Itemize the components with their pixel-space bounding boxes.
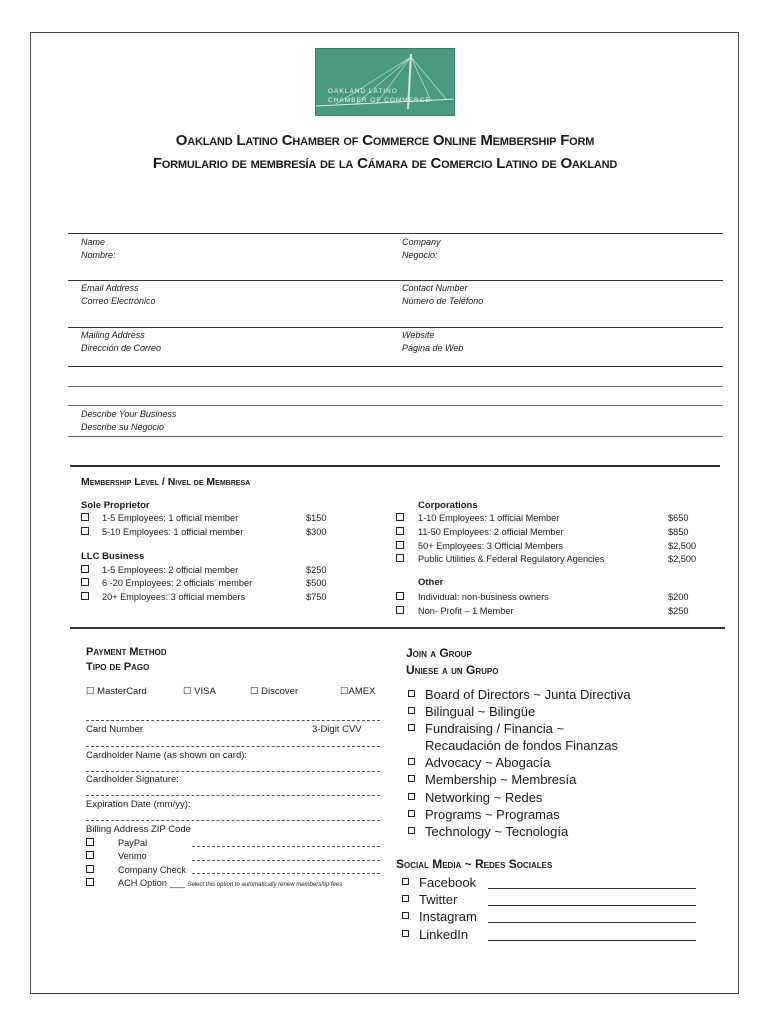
zip-line[interactable]: [86, 820, 380, 821]
mailing-field[interactable]: [81, 329, 161, 355]
join-heading-es: Uniese a un Grupo: [406, 663, 499, 677]
price: $150: [306, 513, 327, 523]
price: $850: [668, 527, 689, 537]
divider: [68, 327, 723, 328]
venmo-option[interactable]: Venmo: [86, 850, 147, 863]
checkbox-icon[interactable]: [81, 565, 89, 573]
form-title-en: Oakland Latino Chamber of Commerce Online Membership Form: [175, 132, 595, 149]
name-label: Name: [81, 237, 106, 247]
membership-option[interactable]: 1-10 Employees: 1 official Member: [396, 512, 559, 525]
company-label-es: Negocio:: [402, 250, 438, 260]
checkbox-icon[interactable]: [408, 690, 415, 697]
zip-label: Billing Address ZIP Code: [86, 824, 191, 835]
membership-option[interactable]: 5-10 Employees: 1 official member: [81, 526, 243, 539]
ach-note: Select this option to automatically renew membership fees: [187, 882, 343, 888]
divider: [68, 233, 723, 234]
mailing-line[interactable]: [68, 386, 723, 387]
membership-option[interactable]: 6 -20 Employees: 2 officials' member: [81, 577, 252, 590]
checkbox-icon[interactable]: [408, 775, 415, 782]
checkbox-icon[interactable]: [402, 878, 409, 885]
bridge-icon: [316, 49, 455, 116]
email-label: Email Address: [81, 283, 139, 293]
payment-heading: Payment Method: [86, 646, 167, 658]
membership-heading: Membership Level / Nivel de Membresa: [81, 476, 251, 488]
membership-option[interactable]: 1-5 Employees: 1 official member: [81, 512, 238, 525]
checkbox-icon[interactable]: [408, 793, 415, 800]
membership-option[interactable]: 1-5 Employees: 2 official member: [81, 564, 238, 577]
membership-option[interactable]: Individual: non-business owners: [396, 591, 549, 604]
divider: [68, 436, 723, 437]
membership-option[interactable]: Non- Profit – 1 Member: [396, 605, 513, 618]
sole-heading: Sole Proprietor: [81, 500, 150, 511]
cvv-label: 3-Digit CVV: [312, 724, 362, 735]
check-line[interactable]: [192, 873, 380, 874]
expiration-line[interactable]: [86, 795, 380, 796]
corp-heading: Corporations: [418, 500, 478, 511]
join-fundraising-es: Recaudación de fondos Finanzas: [425, 738, 618, 753]
checkbox-icon[interactable]: [396, 554, 404, 562]
join-board[interactable]: Board of Directors ~ Junta Directiva: [408, 686, 631, 703]
checkbox-icon[interactable]: [408, 827, 415, 834]
join-technology[interactable]: Technology ~ Tecnología: [408, 823, 568, 840]
cardholder-name-line[interactable]: [86, 746, 380, 747]
cardholder-signature-label: Cardholder Signature:: [86, 774, 179, 785]
cardholder-signature-line[interactable]: [86, 771, 380, 772]
card-number-label: Card Number: [86, 724, 144, 735]
name-label-es: Nombre:: [81, 250, 116, 260]
payment-heading-es: Tipo de Pago: [86, 661, 150, 673]
mastercard-option[interactable]: ☐ MasterCard: [86, 686, 147, 697]
membership-option[interactable]: 50+ Employees: 3 Official Members: [396, 540, 563, 553]
mailing-label-es: Dirección de Correo: [81, 343, 162, 353]
price: $250: [306, 565, 327, 575]
checkbox-icon[interactable]: [86, 878, 94, 886]
checkbox-icon[interactable]: [408, 758, 415, 765]
divider: [68, 366, 723, 367]
expiration-label: Expiration Date (mm/yy):: [86, 799, 191, 810]
social-twitter[interactable]: Twitter: [402, 891, 457, 908]
price: $750: [306, 592, 327, 602]
section-divider: [70, 627, 725, 629]
price: $500: [306, 578, 327, 588]
mailing-line[interactable]: [68, 405, 723, 406]
facebook-line[interactable]: [488, 888, 696, 889]
join-fundraising[interactable]: Fundraising / Financia ~: [408, 720, 564, 737]
paypal-option[interactable]: PayPal: [86, 837, 147, 850]
company-label: Company: [402, 237, 441, 247]
membership-option[interactable]: 20+ Employees: 3 official members: [81, 591, 245, 604]
contact-field[interactable]: [402, 282, 483, 308]
checkbox-icon[interactable]: [408, 810, 415, 817]
venmo-line[interactable]: [192, 860, 380, 861]
check-option[interactable]: Company Check: [86, 864, 186, 877]
chamber-logo: [315, 48, 455, 116]
checkbox-icon[interactable]: [396, 592, 404, 600]
describe-label-es: Describe su Negocio: [81, 422, 165, 432]
price: $650: [668, 513, 689, 523]
discover-option[interactable]: ☐ Discover: [250, 686, 299, 697]
instagram-line[interactable]: [488, 922, 696, 923]
section-divider: [70, 465, 720, 467]
form-title-es: Formulario de membresía de la Cámara de Comercio Latino de Oakland: [152, 155, 618, 172]
paypal-line[interactable]: [192, 846, 380, 847]
website-label-es: Página de Web: [402, 343, 464, 353]
logo-line1: OAKLAND LATINO: [328, 88, 398, 95]
membership-option[interactable]: Public Utilities & Federal Regulatory Agencies: [396, 553, 604, 566]
membership-option[interactable]: 11-50 Employees: 2 official Member: [396, 526, 564, 539]
price: $2,500: [668, 554, 697, 564]
social-heading: Social Media ~ Redes Sociales: [396, 857, 553, 871]
checkbox-icon[interactable]: [396, 527, 404, 535]
describe-label: Describe Your Business: [81, 409, 177, 419]
name-field[interactable]: [81, 236, 116, 262]
logo-line2: CHAMBER OF COMMERCE: [328, 97, 431, 104]
checkbox-icon[interactable]: [396, 513, 404, 521]
checkbox-icon[interactable]: [86, 838, 94, 846]
checkbox-icon[interactable]: [81, 527, 89, 535]
price: $250: [668, 606, 689, 616]
email-label-es: Correo Electrónico: [81, 296, 156, 306]
checkbox-icon[interactable]: [86, 865, 94, 873]
amex-option[interactable]: ☐AMEX: [340, 686, 376, 697]
contact-label-es: Número de Teléfono: [402, 296, 484, 306]
company-field[interactable]: [402, 236, 441, 262]
website-label: Website: [402, 330, 435, 340]
join-heading: Join a Group: [406, 646, 472, 660]
price: $300: [306, 527, 327, 537]
describe-field[interactable]: [81, 408, 176, 434]
join-membership[interactable]: Membership ~ Membresía: [408, 771, 576, 788]
checkbox-icon[interactable]: [396, 541, 404, 549]
social-facebook[interactable]: Facebook: [402, 874, 476, 891]
join-bilingual[interactable]: Bilingual ~ Bilingüe: [408, 703, 535, 720]
join-networking[interactable]: Networking ~ Redes: [408, 789, 542, 806]
join-advocacy[interactable]: Advocacy ~ Abogacía: [408, 754, 550, 771]
ach-option[interactable]: ACH Option ___ Select this option to automatically renew membership fees: [86, 877, 342, 890]
checkbox-icon[interactable]: [81, 592, 89, 600]
card-number-line[interactable]: [86, 720, 380, 721]
checkbox-icon[interactable]: [396, 606, 404, 614]
website-field[interactable]: [402, 329, 463, 355]
cardholder-name-label: Cardholder Name (as shown on card):: [86, 750, 248, 761]
checkbox-icon[interactable]: [402, 912, 409, 919]
mailing-label: Mailing Address: [81, 330, 145, 340]
llc-heading: LLC Business: [81, 551, 145, 562]
checkbox-icon[interactable]: [408, 724, 415, 731]
checkbox-icon[interactable]: [408, 707, 415, 714]
other-heading: Other: [418, 577, 444, 588]
contact-label: Contact Number: [402, 283, 468, 293]
checkbox-icon[interactable]: [86, 851, 94, 859]
checkbox-icon[interactable]: [402, 895, 409, 902]
email-field[interactable]: [81, 282, 156, 308]
join-programs[interactable]: Programs ~ Programas: [408, 806, 560, 823]
twitter-line[interactable]: [488, 905, 696, 906]
price: $2,500: [668, 541, 697, 551]
divider: [68, 280, 723, 281]
price: $200: [668, 592, 689, 602]
checkbox-icon[interactable]: [402, 930, 409, 937]
social-linkedin[interactable]: LinkedIn: [402, 926, 468, 943]
visa-option[interactable]: ☐ VISA: [183, 686, 216, 697]
social-instagram[interactable]: Instagram: [402, 908, 477, 925]
checkbox-icon[interactable]: [81, 513, 89, 521]
checkbox-icon[interactable]: [81, 578, 89, 586]
linkedin-line[interactable]: [488, 940, 696, 941]
